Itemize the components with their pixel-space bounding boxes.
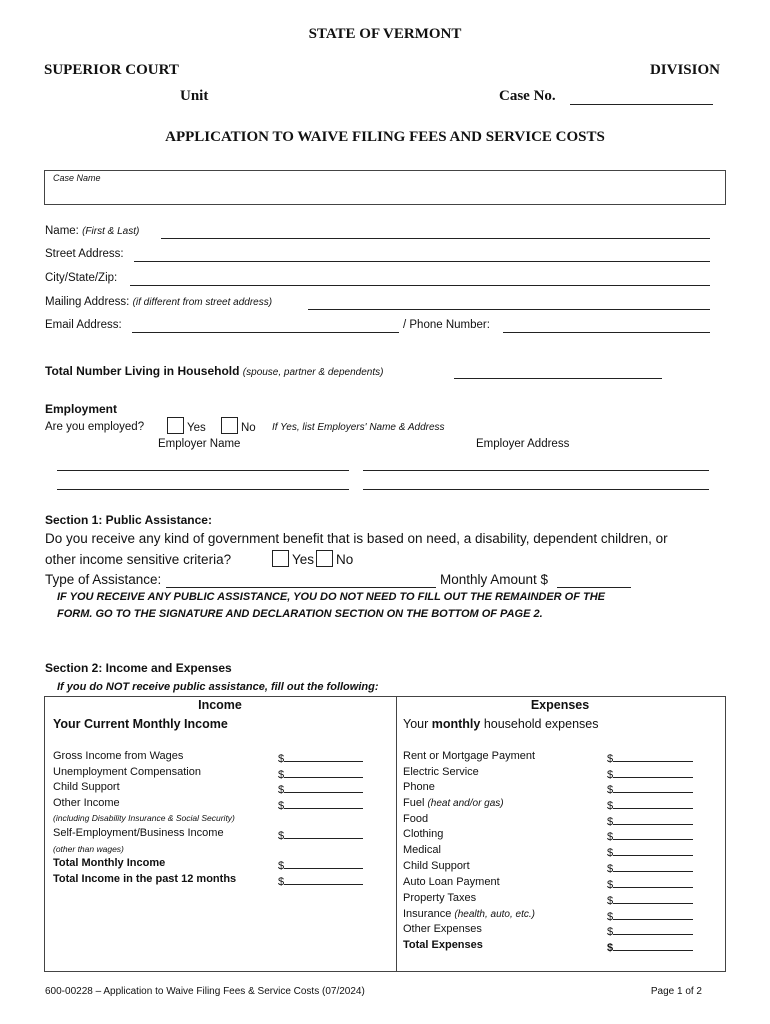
income-note: (including Disability Insurance & Social Security) — [53, 813, 235, 823]
household-field[interactable] — [454, 378, 662, 379]
table-divider — [396, 697, 397, 971]
email-field[interactable] — [132, 332, 399, 333]
assistance-yes[interactable]: Yes — [272, 550, 314, 567]
expenses-title: Expenses — [530, 698, 590, 712]
expense-total-label: Total Expenses — [403, 939, 483, 951]
income-label: Child Support — [53, 781, 120, 793]
form-title: APPLICATION TO WAIVE FILING FEES AND SERVICE COSTS — [165, 129, 605, 145]
expense-amount[interactable]: $ — [607, 844, 693, 859]
case-no-field[interactable] — [570, 104, 713, 105]
expense-amount[interactable]: $ — [607, 923, 693, 938]
division-heading: DIVISION — [649, 62, 720, 78]
employment-yes-checkbox[interactable] — [167, 417, 184, 434]
assistance-yes-checkbox[interactable] — [272, 550, 289, 567]
expense-amount[interactable]: $ — [607, 813, 693, 828]
expenses-subtitle: Your monthly household expenses — [403, 717, 599, 731]
footer-form-id: 600-00228 – Application to Waive Filing Fees & Service Costs (07/2024) — [45, 986, 365, 997]
expense-label: Food — [403, 813, 429, 825]
employment-yes[interactable]: Yes — [167, 417, 206, 434]
employer-name-field-2[interactable] — [57, 489, 349, 490]
section1-question-line1: Do you receive any kind of government benefit that is based on need, a disability, dependent children, or — [45, 531, 668, 546]
expense-label: Property Taxes — [403, 892, 477, 904]
section1-question-line2: other income sensitive criteria? — [45, 552, 232, 567]
income-note: (other than wages) — [53, 844, 124, 854]
city-field[interactable] — [130, 285, 710, 286]
employment-no-checkbox[interactable] — [221, 417, 238, 434]
household-label: Total Number Living in Household (spouse, partner & dependents) — [45, 364, 384, 378]
expense-label: Electric Service — [403, 766, 479, 778]
assistance-no[interactable]: No — [316, 550, 353, 567]
income-annual-label: Total Income in the past 12 months — [53, 873, 237, 885]
expense-label: Insurance (health, auto, etc.) — [403, 908, 535, 920]
unit-heading: Unit — [180, 88, 209, 104]
employment-heading: Employment — [45, 402, 118, 416]
income-label: Gross Income from Wages — [53, 750, 184, 762]
phone-field[interactable] — [503, 332, 710, 333]
assistance-notice-line2: FORM. GO TO THE SIGNATURE AND DECLARATION SECTION ON THE BOTTOM OF PAGE 2. — [57, 608, 543, 620]
section2-heading: Section 2: Income and Expenses — [45, 661, 232, 675]
income-amount[interactable]: $ — [278, 797, 363, 812]
mailing-label: Mailing Address: (if different from street address) — [45, 296, 273, 308]
name-field[interactable] — [161, 238, 710, 239]
income-amount[interactable]: $ — [278, 827, 363, 842]
expense-amount[interactable]: $ — [607, 860, 693, 875]
monthly-amount-field[interactable] — [557, 587, 631, 588]
assistance-type-label: Type of Assistance: — [45, 572, 162, 587]
employer-address-field-2[interactable] — [363, 489, 709, 490]
expense-label: Other Expenses — [403, 923, 482, 935]
employment-hint: If Yes, list Employers' Name & Address — [272, 422, 445, 433]
employer-address-header: Employer Address — [476, 438, 570, 450]
street-label: Street Address: — [45, 248, 124, 260]
case-no-label: Case No. — [499, 88, 556, 104]
expense-label: Auto Loan Payment — [403, 876, 500, 888]
street-field[interactable] — [134, 261, 710, 262]
assistance-notice-line1: IF YOU RECEIVE ANY PUBLIC ASSISTANCE, YOU DO NOT NEED TO FILL OUT THE REMAINDER OF THE — [57, 591, 606, 603]
assistance-type-field[interactable] — [166, 587, 436, 588]
income-amount[interactable]: $ — [278, 766, 363, 781]
expense-amount[interactable]: $ — [607, 781, 693, 796]
income-title: Income — [198, 698, 242, 712]
section1-heading: Section 1: Public Assistance: — [45, 513, 212, 527]
expense-label: Phone — [403, 781, 435, 793]
expense-label: Clothing — [403, 828, 444, 840]
expense-amount[interactable]: $ — [607, 892, 693, 907]
expense-amount[interactable]: $ — [607, 908, 693, 923]
employer-address-field-1[interactable] — [363, 470, 709, 471]
expense-total-amount[interactable]: $ — [607, 939, 693, 954]
employment-question: Are you employed? — [45, 421, 145, 433]
expense-label: Medical — [403, 844, 441, 856]
employment-no[interactable]: No — [221, 417, 256, 434]
expense-amount[interactable]: $ — [607, 750, 693, 765]
expense-label: Rent or Mortgage Payment — [403, 750, 536, 762]
footer-page-number: Page 1 of 2 — [650, 986, 702, 997]
case-name-box[interactable] — [44, 170, 726, 205]
mailing-field[interactable] — [308, 309, 710, 310]
income-total-amount[interactable]: $ — [278, 857, 363, 872]
expense-label: Fuel (heat and/or gas) — [403, 797, 504, 809]
expense-amount[interactable]: $ — [607, 766, 693, 781]
income-annual-amount[interactable]: $ — [278, 873, 363, 888]
assistance-no-checkbox[interactable] — [316, 550, 333, 567]
name-label: Name: (First & Last) — [45, 225, 140, 237]
income-amount[interactable]: $ — [278, 781, 363, 796]
monthly-amount-label: Monthly Amount $ — [440, 572, 549, 587]
employer-name-header: Employer Name — [158, 438, 241, 450]
income-label: Unemployment Compensation — [53, 766, 201, 778]
expense-amount[interactable]: $ — [607, 828, 693, 843]
income-total-label: Total Monthly Income — [53, 857, 166, 869]
income-amount[interactable]: $ — [278, 750, 363, 765]
income-label: Self-Employment/Business Income — [53, 827, 224, 839]
email-label: Email Address: — [45, 319, 122, 331]
state-heading: STATE OF VERMONT — [308, 26, 462, 42]
section2-instruction: If you do NOT receive public assistance, fill out the following: — [57, 681, 379, 693]
case-name-label: Case Name — [53, 173, 101, 183]
income-subtitle: Your Current Monthly Income — [53, 717, 228, 731]
phone-label: / Phone Number: — [403, 319, 490, 331]
expense-amount[interactable]: $ — [607, 797, 693, 812]
city-label: City/State/Zip: — [45, 272, 118, 284]
income-label: Other Income — [53, 797, 120, 809]
employer-name-field-1[interactable] — [57, 470, 349, 471]
court-heading: SUPERIOR COURT — [44, 62, 179, 78]
expense-amount[interactable]: $ — [607, 876, 693, 891]
expense-label: Child Support — [403, 860, 470, 872]
